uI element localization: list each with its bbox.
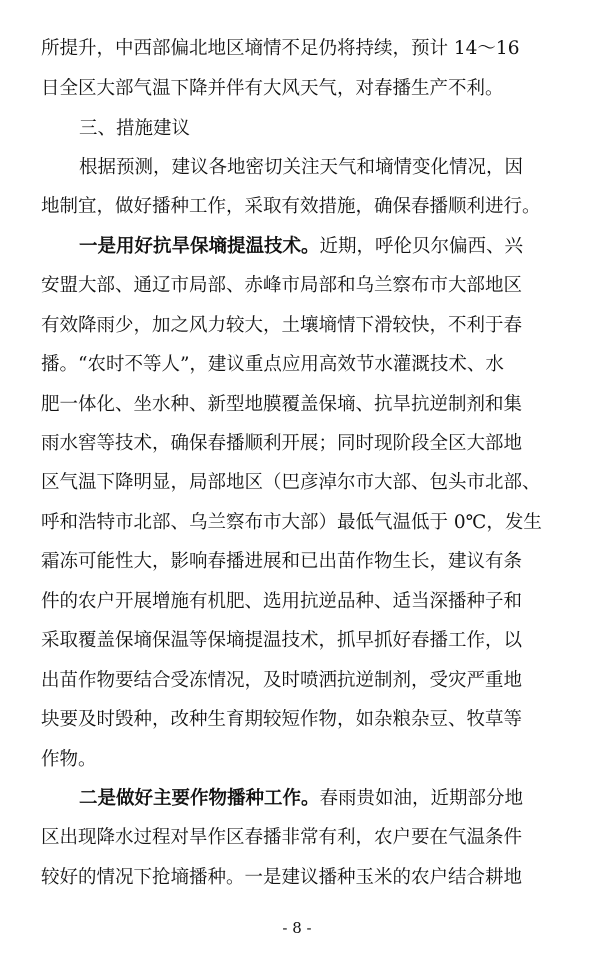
text-line: 地制宜，做好播种工作，采取有效措施，确保春播顺利进行。 [41, 196, 541, 217]
page-number: - 8 - [282, 919, 312, 937]
text-line: 有效降雨少，加之风力较大，土壤墒情下滑较快，不利于春 [41, 315, 523, 336]
text-line: 霜冻可能性大，影响春播进展和已出苗作物生长，建议有条 [41, 551, 523, 572]
measure-title-1: 一是用好抗旱保墒提温技术。 [79, 236, 320, 257]
text-line: 区气温下降明显，局部地区（巴彦淖尔市大部、包头市北部、 [41, 472, 541, 493]
text-line: 雨水窖等技术，确保春播顺利开展；同时现阶段全区大部地 [41, 433, 523, 454]
text-line: 区出现降水过程对旱作区春播非常有利，农户要在气温条件 [41, 827, 523, 848]
section-heading: 三、措施建议 [79, 118, 191, 139]
text-line: 作物。 [41, 749, 97, 770]
text-line: 日全区大部气温下降并伴有大风天气，对春播生产不利。 [41, 78, 504, 99]
measure-title-2: 二是做好主要作物播种工作。 [79, 788, 320, 809]
text-line: 所提升，中西部偏北地区墒情不足仍将持续，预计 14～16 [41, 38, 520, 59]
text-line: 播。“农时不等人”，建议重点应用高效节水灌溉技术、水 [41, 354, 504, 375]
text-line: 块要及时毁种，改种生育期较短作物，如杂粮杂豆、牧草等 [41, 709, 523, 730]
text-line: 根据预测，建议各地密切关注天气和墒情变化情况，因 [79, 157, 524, 178]
paragraph-lead-line [79, 231, 561, 263]
text-run: 春雨贵如油，近期部分地 [319, 788, 524, 809]
text-line: 出苗作物要结合受冻情况，及时喷洒抗逆制剂，受灾严重地 [41, 670, 523, 691]
text-line: 肥一体化、坐水种、新型地膜覆盖保墒、抗旱抗逆制剂和集 [41, 394, 523, 415]
paragraph-lead-line [79, 783, 561, 815]
text-line: 呼和浩特市北部、乌兰察布市大部）最低气温低于 0℃，发生 [41, 512, 542, 533]
text-run: 近期，呼伦贝尔偏西、兴 [319, 236, 524, 257]
text-line: 采取覆盖保墒保温等保墒提温技术，抓早抓好春播工作，以 [41, 630, 523, 651]
text-line: 安盟大部、通辽市局部、赤峰市局部和乌兰察布市大部地区 [41, 275, 523, 296]
text-line: 较好的情况下抢墒播种。一是建议播种玉米的农户结合耕地 [41, 867, 523, 888]
text-line: 件的农户开展增施有机肥、选用抗逆品种、适当深播种子和 [41, 591, 523, 612]
